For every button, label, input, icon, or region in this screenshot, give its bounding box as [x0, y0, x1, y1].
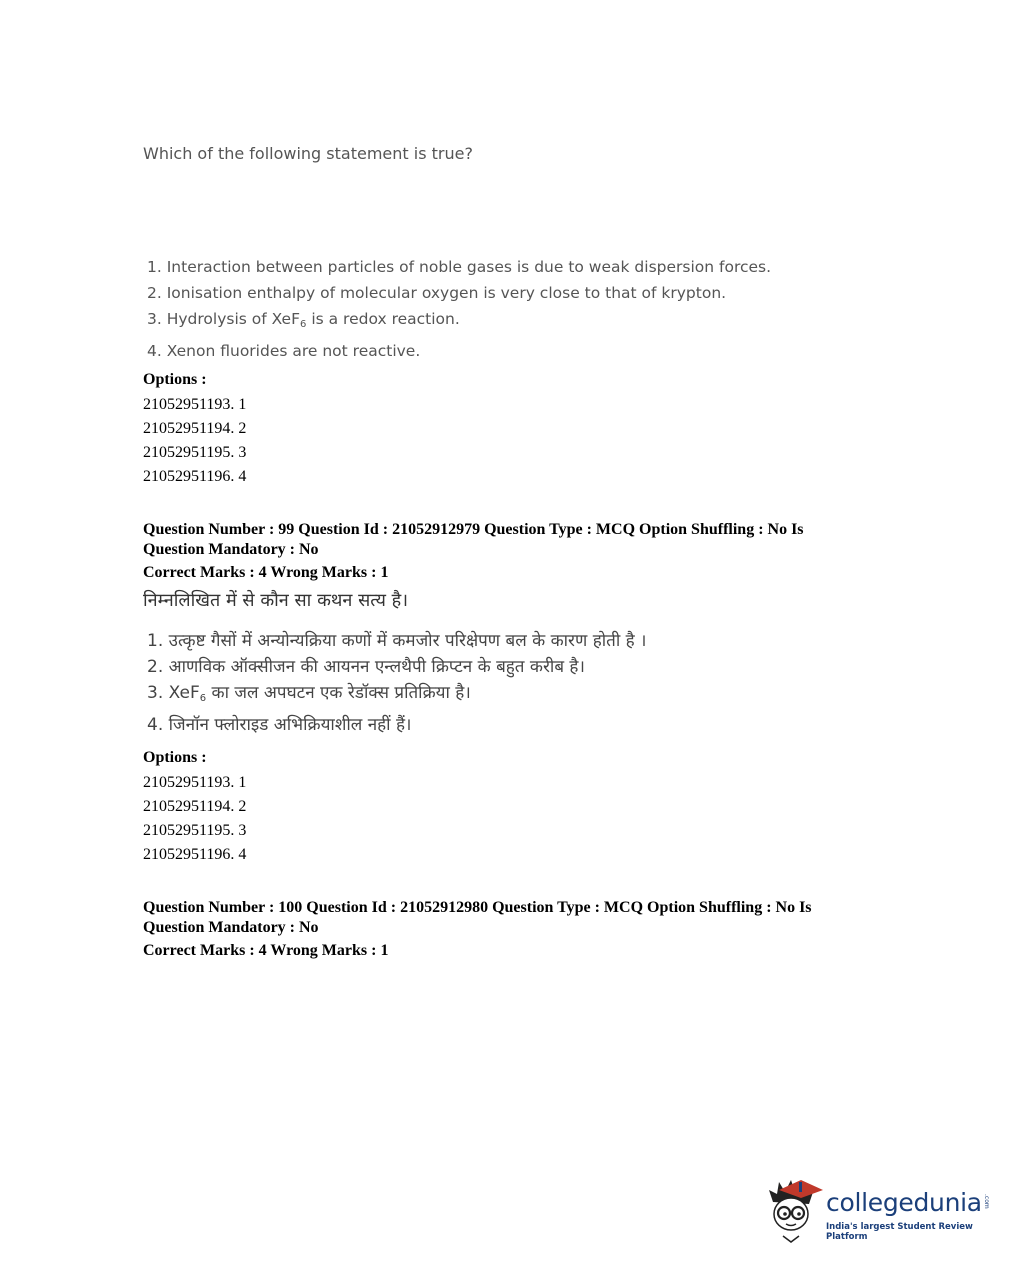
- question-meta-line-1: Question Number : 99 Question Id : 21052912979 Question Type : MCQ Option Shuffling : No Is: [143, 521, 804, 538]
- statement-3-part-b: is a redox reaction.: [306, 310, 460, 328]
- hindi-statement-3-part-a: 3. XeF: [147, 683, 200, 703]
- hindi-statement-2: 2. आणविक ऑक्सीजन की आयनन एन्लथैपी क्रिप्टन के बहुत करीब है।: [147, 657, 585, 677]
- question-meta: [143, 520, 804, 583]
- option-2: 21052951194. 2: [143, 798, 247, 815]
- option-3: 21052951195. 3: [143, 444, 247, 461]
- question-meta-line-2: Question Mandatory : No: [143, 540, 319, 558]
- options-block: [143, 371, 246, 489]
- subscript: 6: [300, 319, 307, 330]
- question-meta-line-2: Question Mandatory : No: [143, 918, 319, 936]
- logo-domain: .com: [983, 1194, 990, 1209]
- options-title: Options :: [143, 749, 207, 766]
- option-2: 21052951194. 2: [143, 420, 247, 437]
- hindi-question-text: निम्नलिखित में से कौन सा कथन सत्य है।: [143, 590, 409, 611]
- option-4: 21052951196. 4: [143, 468, 247, 485]
- option-3: 21052951195. 3: [143, 822, 247, 839]
- marks-line: Correct Marks : 4 Wrong Marks : 1: [143, 564, 389, 581]
- statement-3-part-a: 3. Hydrolysis of XeF: [147, 310, 301, 328]
- question-text: Which of the following statement is true?: [143, 144, 473, 163]
- statement-4: 4. Xenon fluorides are not reactive.: [147, 342, 421, 360]
- hindi-statement-4: 4. जिनॉन फ्लोराइड अभिक्रियाशील नहीं हैं।: [147, 715, 412, 735]
- statement-2: 2. Ionisation enthalpy of molecular oxygen is very close to that of krypton.: [147, 284, 727, 302]
- hindi-statement-3: [147, 680, 647, 712]
- statement-3: [147, 306, 771, 338]
- statement-1: 1. Interaction between particles of noble gases is due to weak dispersion forces.: [147, 258, 772, 276]
- collegedunia-logo[interactable]: [765, 1176, 995, 1248]
- hindi-statement-list: [147, 628, 647, 738]
- options-title: Options :: [143, 371, 207, 388]
- logo-tagline: India's largest Student Review Platform: [826, 1222, 973, 1242]
- option-4: 21052951196. 4: [143, 846, 247, 863]
- question-meta-line-1: Question Number : 100 Question Id : 21052912980 Question Type : MCQ Option Shuffling : No Is: [143, 899, 812, 916]
- marks-line: Correct Marks : 4 Wrong Marks : 1: [143, 942, 389, 959]
- subscript: 6: [199, 693, 207, 704]
- hindi-statement-3-part-b: का जल अपघटन एक रेडॉक्स प्रतिक्रिया है।: [206, 683, 471, 703]
- logo-name: collegedunia: [826, 1188, 982, 1217]
- option-1: 21052951193. 1: [143, 774, 247, 791]
- statement-list: [147, 254, 771, 364]
- mascot-icon: [765, 1176, 825, 1248]
- question-meta: [143, 898, 812, 961]
- hindi-statement-1: 1. उत्कृष्ट गैसों में अन्योन्यक्रिया कणों में कमजोर परिक्षेपण बल के कारण होती है ।: [147, 631, 647, 651]
- options-block: [143, 749, 246, 867]
- option-1: 21052951193. 1: [143, 396, 247, 413]
